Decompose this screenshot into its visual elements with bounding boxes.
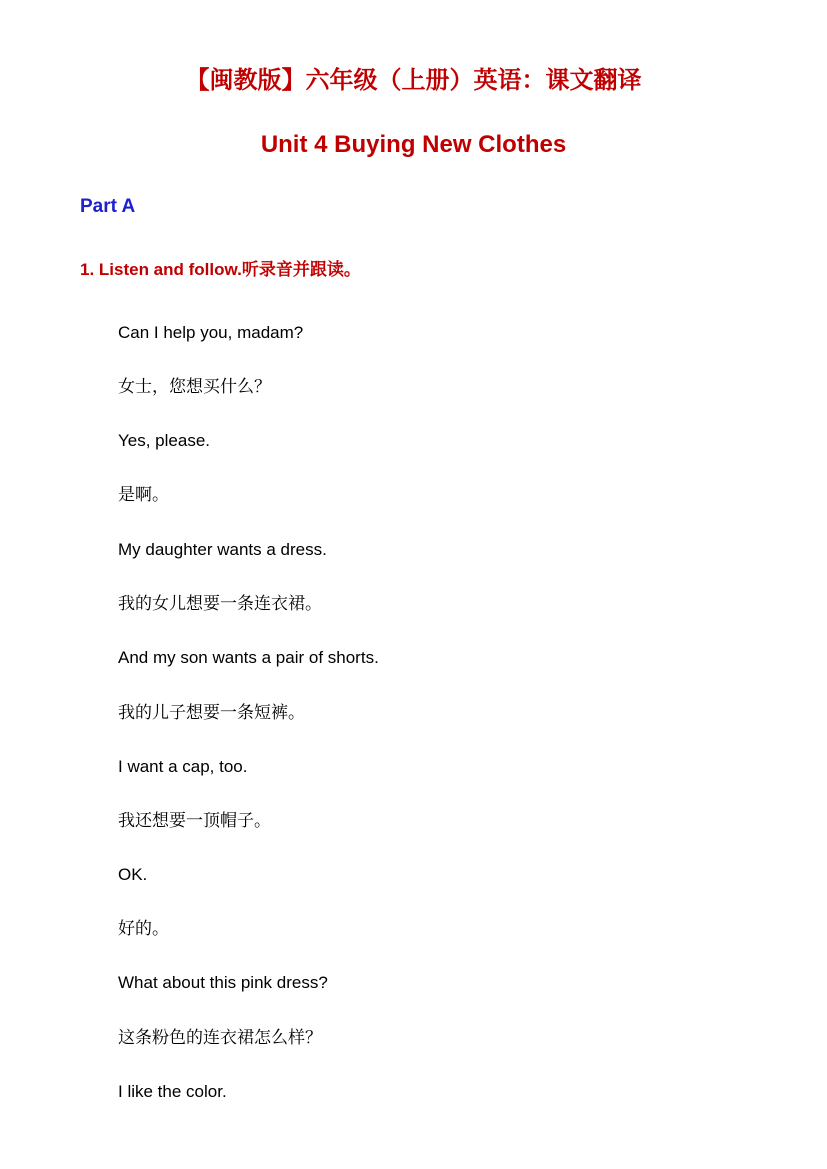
- dialogue-line-chinese: 女士，您想买什么？: [118, 377, 271, 397]
- part-heading: Part A: [80, 196, 136, 217]
- document-title: 【闽教版】六年级（上册）英语：课文翻译: [185, 65, 642, 94]
- dialogue-line-chinese: 是啊。: [118, 485, 169, 505]
- dialogue-line-english: What about this pink dress?: [118, 973, 328, 992]
- dialogue-line-chinese: 这条粉色的连衣裙怎么样？: [118, 1028, 322, 1048]
- dialogue-line-english: My daughter wants a dress.: [118, 540, 327, 559]
- dialogue-line-english: I want a cap, too.: [118, 757, 248, 776]
- dialogue-line-chinese: 好的。: [118, 919, 169, 939]
- dialogue-line-english: I like the color.: [118, 1082, 227, 1101]
- section-heading: 1. Listen and follow.听录音并跟读。: [80, 260, 361, 279]
- dialogue-line-chinese: 我还想要一顶帽子。: [118, 811, 271, 831]
- dialogue-line-english: Can I help you, madam?: [118, 323, 304, 342]
- dialogue-line-english: And my son wants a pair of shorts.: [118, 648, 379, 667]
- dialogue-line-chinese: 我的儿子想要一条短裤。: [118, 703, 305, 723]
- dialogue-line-chinese: 我的女儿想要一条连衣裙。: [118, 594, 322, 614]
- dialogue-line-english: OK.: [118, 865, 148, 884]
- dialogue-line-english: Yes, please.: [118, 431, 210, 450]
- unit-title: Unit 4 Buying New Clothes: [260, 131, 567, 158]
